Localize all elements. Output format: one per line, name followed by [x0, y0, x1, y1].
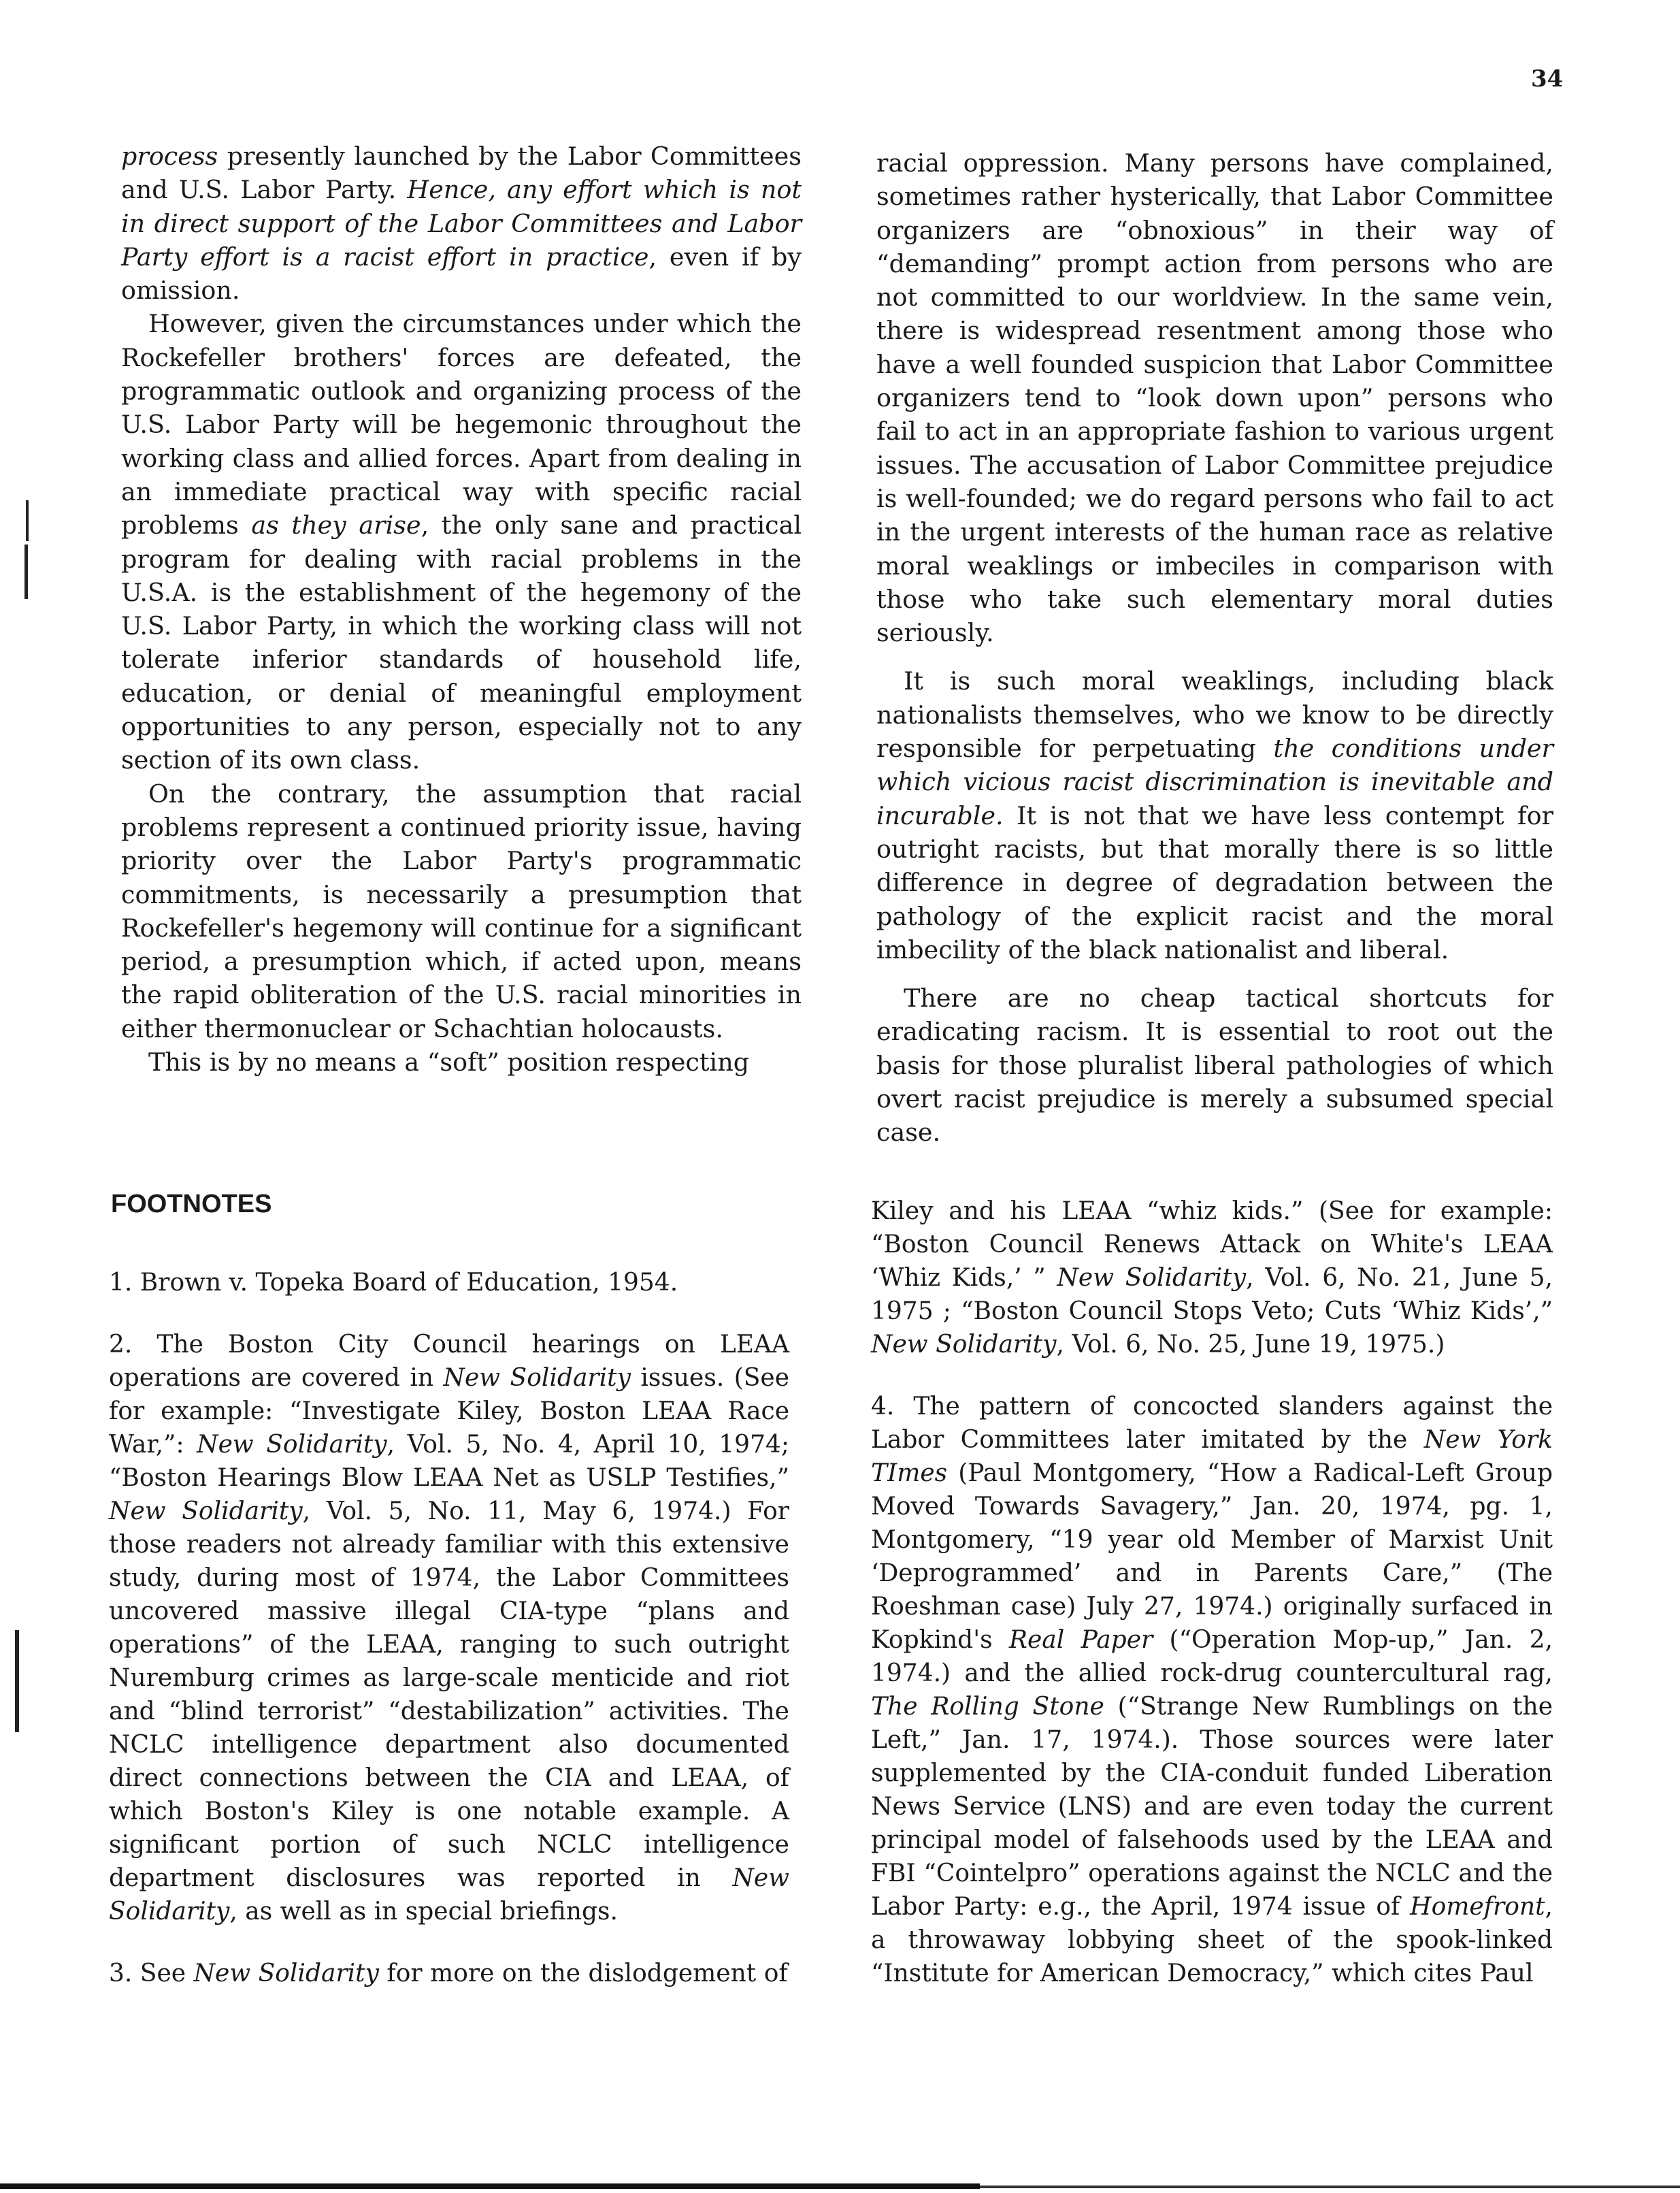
- paragraph: [121, 140, 802, 307]
- text-run: 1. Brown v. Topeka Board of Education, 1954.: [109, 1269, 678, 1297]
- text-run: (Paul Montgomery, “How a Radical-Left Group Moved Towards Savagery,” Jan. 20, 1974, pg. 1, Montgomery, “19 year old Member of Marxist Unit ‘Deprogrammed’ and in Parents Care,” (The Roeshman case) July 27, 1974.) originally surfaced in Kopkind's: [871, 1459, 1553, 1654]
- text-run: On the contrary, the assumption that racial problems represent a continued priority issue, having priority over the Labor Party's programmatic commitments, is necessarily a presumption that Rockefeller's hegemony will continue for a significant period, a presumption which, if acted upon, means the rapid obliteration of the U.S. racial minorities in either thermonuclear or Schachtian holocausts.: [121, 779, 802, 1043]
- text-run: racial oppression. Many persons have complained, sometimes rather hysterically, that Labor Committee organizers are “obnoxious” in their way of “demanding” prompt action from persons who are not committed to our worldview. In the same vein, there is widespread resentment among those who have a well founded suspicion that Labor Committee organizers tend to “look down upon” persons who fail to act in an appropriate fashion to various urgent issues. The accusation of Labor Committee prejudice is well-founded; we do regard persons who fail to act in the urgent interests of the human race as relative moral weaklings or imbeciles in comparison with those who take such elementary moral duties seriously.: [876, 148, 1553, 648]
- text-run: for more on the dislodgement of: [378, 1960, 788, 1987]
- footnotes-heading: FOOTNOTES: [111, 1190, 272, 1218]
- text-run: , a throwaway lobbying sheet of the spook-linked “Institute for American Democracy,” which cites Paul: [871, 1893, 1553, 1987]
- top-left-column: [121, 140, 802, 1079]
- paragraph: [121, 777, 802, 1045]
- italic-text-run: Hence, any effort which is not in direct support of the Labor Committees and Labor Party effort is a racist effort in practice: [121, 175, 802, 272]
- paragraph: [876, 664, 1553, 966]
- footnote-3-continued: [871, 1195, 1553, 1361]
- italic-text-run: as they arise: [251, 510, 421, 540]
- paragraph: [876, 981, 1553, 1149]
- paragraph: [121, 1045, 802, 1079]
- italic-text-run: New Solidarity: [109, 1864, 789, 1926]
- text-run: (“Operation Mop-up,” Jan. 2, 1974.) and the allied rock-drug countercultural rag,: [871, 1626, 1553, 1687]
- text-run: However, given the circumstances under which the Rockefeller brothers' forces are defeated, the programmatic outlook and organizing process of the U.S. Labor Party will be hegemonic throughout the working class and allied forces. Apart from dealing in an immediate practical way with specific racial problems: [121, 309, 802, 540]
- text-run: , Vol. 5, No. 11, May 6, 1974.) For those readers not already familiar with this extensive study, during most of 1974, the Labor Committees uncovered massive illegal CIA-type “plans and operations” of the LEAA, ranging to such outright Nuremburg crimes as large-scale menticide and riot and “blind terrorist” “destabilization” activities. The NCLC intelligence department also documented direct connections between the CIA and LEAA, of which Boston's Kiley is one notable example. A significant portion of such NCLC intelligence department disclosures was reported in: [109, 1497, 790, 1892]
- italic-text-run: New Solidarity: [197, 1431, 387, 1459]
- text-run: 3. See: [109, 1960, 194, 1987]
- italic-text-run: the conditions under which vicious racist discrimination is inevitable and incurable.: [876, 734, 1553, 830]
- italic-text-run: New Solidarity: [109, 1497, 303, 1525]
- footnote-3: [109, 1957, 789, 1990]
- italic-text-run: Homefront: [1410, 1893, 1545, 1921]
- text-run: It is such moral weaklings, including black nationalists themselves, who we know to be directly responsible for perpetuating: [876, 666, 1553, 764]
- bottom-rule: [980, 2186, 1680, 2188]
- text-run: 2. The Boston City Council hearings on LEAA operations are covered in: [109, 1331, 789, 1392]
- italic-text-run: The Rolling Stone: [871, 1693, 1104, 1721]
- top-right-column: [876, 146, 1553, 1150]
- margin-mark: [26, 500, 29, 541]
- italic-text-run: New Solidarity: [443, 1364, 631, 1392]
- text-run: (“Strange New Rumblings on the Left,” Jan. 17, 1974.). Those sources were later supplemented by the CIA-conduit funded Liberation News Service (LNS) and are even today the current principal model of falsehoods used by the LEAA and FBI “Cointelpro” operations against the NCLC and the Labor Party: e.g., the April, 1974 issue of: [871, 1693, 1553, 1921]
- text-run: 4. The pattern of concocted slanders against the Labor Committees later imitated by the: [871, 1393, 1553, 1454]
- paragraph: [876, 146, 1553, 649]
- page-number: 34: [1531, 65, 1564, 93]
- footnote-4: [871, 1390, 1553, 1990]
- text-run: There are no cheap tactical shortcuts for eradicating racism. It is essential to root out the basis for those pluralist liberal pathologies of which overt racist prejudice is merely a subsumed special case.: [876, 984, 1553, 1148]
- italic-text-run: process: [121, 142, 218, 171]
- text-run: , even if by omission.: [121, 242, 802, 306]
- text-run: , Vol. 6, No. 21, June 5, 1975 ; “Boston Council Stops Veto; Cuts ‘Whiz Kids’,”: [871, 1264, 1553, 1325]
- text-run: , Vol. 5, No. 4, April 10, 1974; “Boston Hearings Blow LEAA Net as USLP Testifies,”: [109, 1431, 790, 1492]
- text-run: issues. (See for example: “Investigate Kiley, Boston LEAA Race War,”:: [109, 1364, 790, 1459]
- text-run: This is by no means a “soft” position respecting: [148, 1047, 750, 1077]
- margin-mark: [15, 1630, 19, 1732]
- margin-mark: [24, 545, 28, 599]
- bottom-rule: [0, 2183, 980, 2189]
- italic-text-run: New Solidarity: [193, 1960, 379, 1987]
- text-run: Kiley and his LEAA “whiz kids.” (See for example: “Boston Council Renews Attack on White's LEAA ‘Whiz Kids,’ ”: [871, 1197, 1553, 1292]
- paragraph: [121, 307, 802, 777]
- italic-text-run: New Solidarity: [871, 1331, 1057, 1359]
- text-run: , the only sane and practical program for dealing with racial problems in the U.S.A. is the establishment of the hegemony of the U.S. Labor Party, in which the working class will not tolerate inferior standards of household life, education, or denial of meaningful employment opportunities to any person, especially not to any section of its own class.: [121, 510, 802, 775]
- text-run: , as well as in special briefings.: [229, 1898, 618, 1926]
- footnotes-right-column: [871, 1195, 1553, 1990]
- italic-text-run: New York TImes: [871, 1426, 1553, 1487]
- footnote-2: [109, 1328, 789, 1928]
- footnotes-left-column: [109, 1266, 789, 1990]
- italic-text-run: Real Paper: [1008, 1626, 1153, 1654]
- text-run: , Vol. 6, No. 25, June 19, 1975.): [1056, 1331, 1445, 1359]
- footnote-1: [109, 1266, 789, 1299]
- text-run: It is not that we have less contempt for outright racists, but that morally there is so little difference in degree of degradation between the pathology of the explicit racist and the moral imbecility of the black nationalist and liberal.: [876, 800, 1553, 964]
- italic-text-run: New Solidarity: [1057, 1264, 1247, 1292]
- text-run: presently launched by the Labor Committees and U.S. Labor Party.: [121, 142, 802, 205]
